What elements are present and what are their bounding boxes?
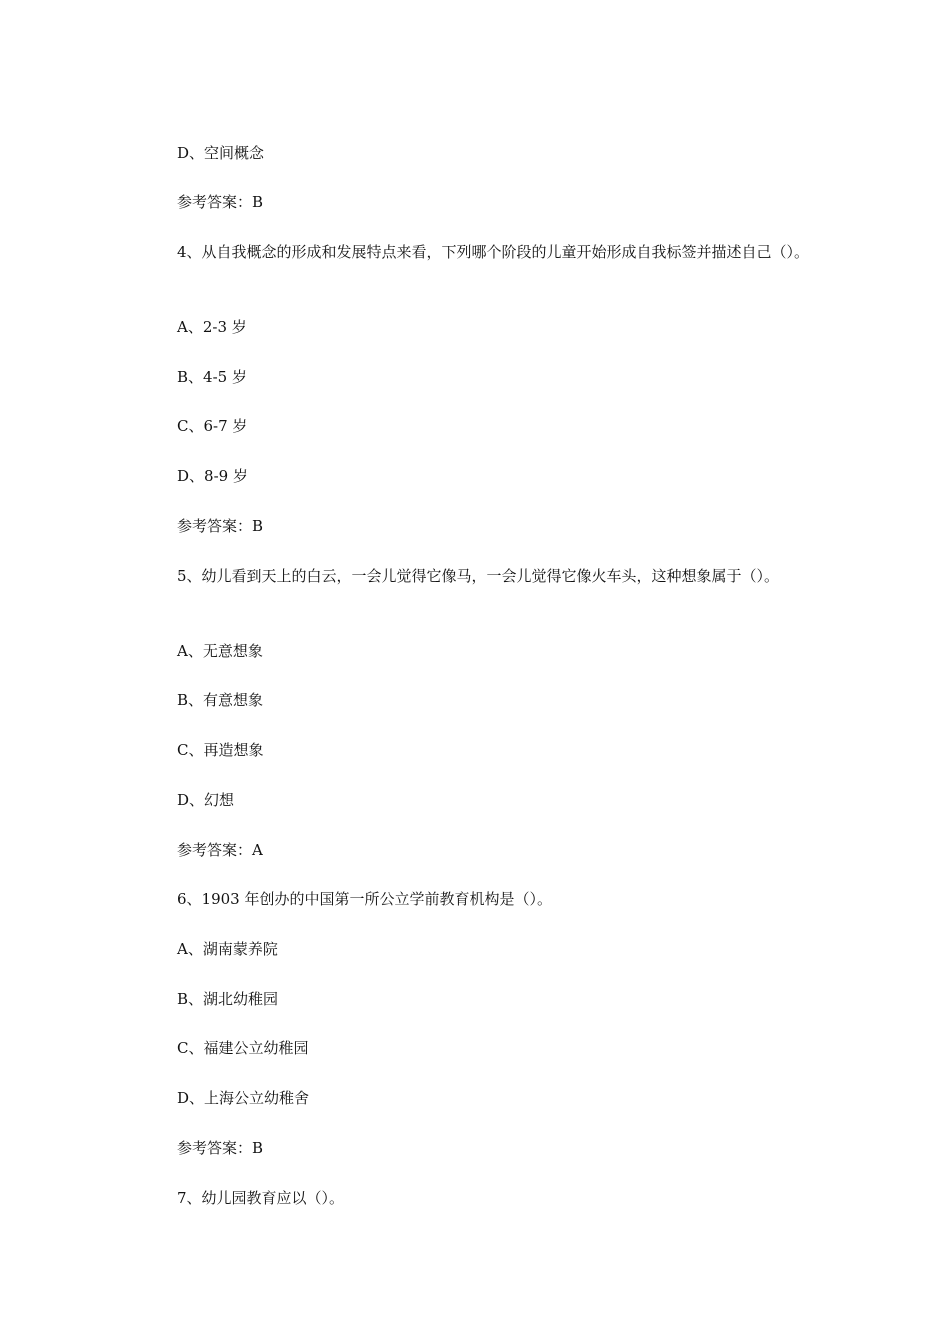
option-a-q6: A、湖南蒙养院 (177, 940, 278, 958)
answer-q3: 参考答案：B (177, 193, 264, 211)
question-5: 5、幼儿看到天上的白云，一会儿觉得它像马，一会儿觉得它像火车头，这种想象属于（）。 (177, 567, 780, 585)
option-c-q5: C、再造想象 (177, 741, 264, 759)
option-a-q5: A、无意想象 (177, 642, 263, 660)
option-a-q4: A、2-3 岁 (177, 318, 247, 336)
option-d-q6: D、上海公立幼稚舍 (177, 1089, 310, 1107)
question-4: 4、从自我概念的形成和发展特点来看，下列哪个阶段的儿童开始形成自我标签并描述自己（）。 (177, 243, 810, 261)
option-d-q4: D、8-9 岁 (177, 467, 248, 485)
option-c-q6: C、福建公立幼稚园 (177, 1039, 309, 1057)
option-d-q3: D、空间概念 (177, 144, 265, 162)
answer-q6: 参考答案：B (177, 1139, 264, 1157)
option-b-q4: B、4-5 岁 (177, 368, 247, 386)
option-b-q5: B、有意想象 (177, 691, 264, 709)
option-b-q6: B、湖北幼稚园 (177, 990, 279, 1008)
option-d-q5: D、幻想 (177, 791, 235, 809)
option-c-q4: C、6-7 岁 (177, 417, 248, 435)
answer-q5: 参考答案：A (177, 841, 263, 859)
answer-q4: 参考答案：B (177, 517, 264, 535)
question-7: 7、幼儿园教育应以（）。 (177, 1189, 345, 1207)
question-6: 6、1903 年创办的中国第一所公立学前教育机构是（）。 (177, 890, 552, 908)
